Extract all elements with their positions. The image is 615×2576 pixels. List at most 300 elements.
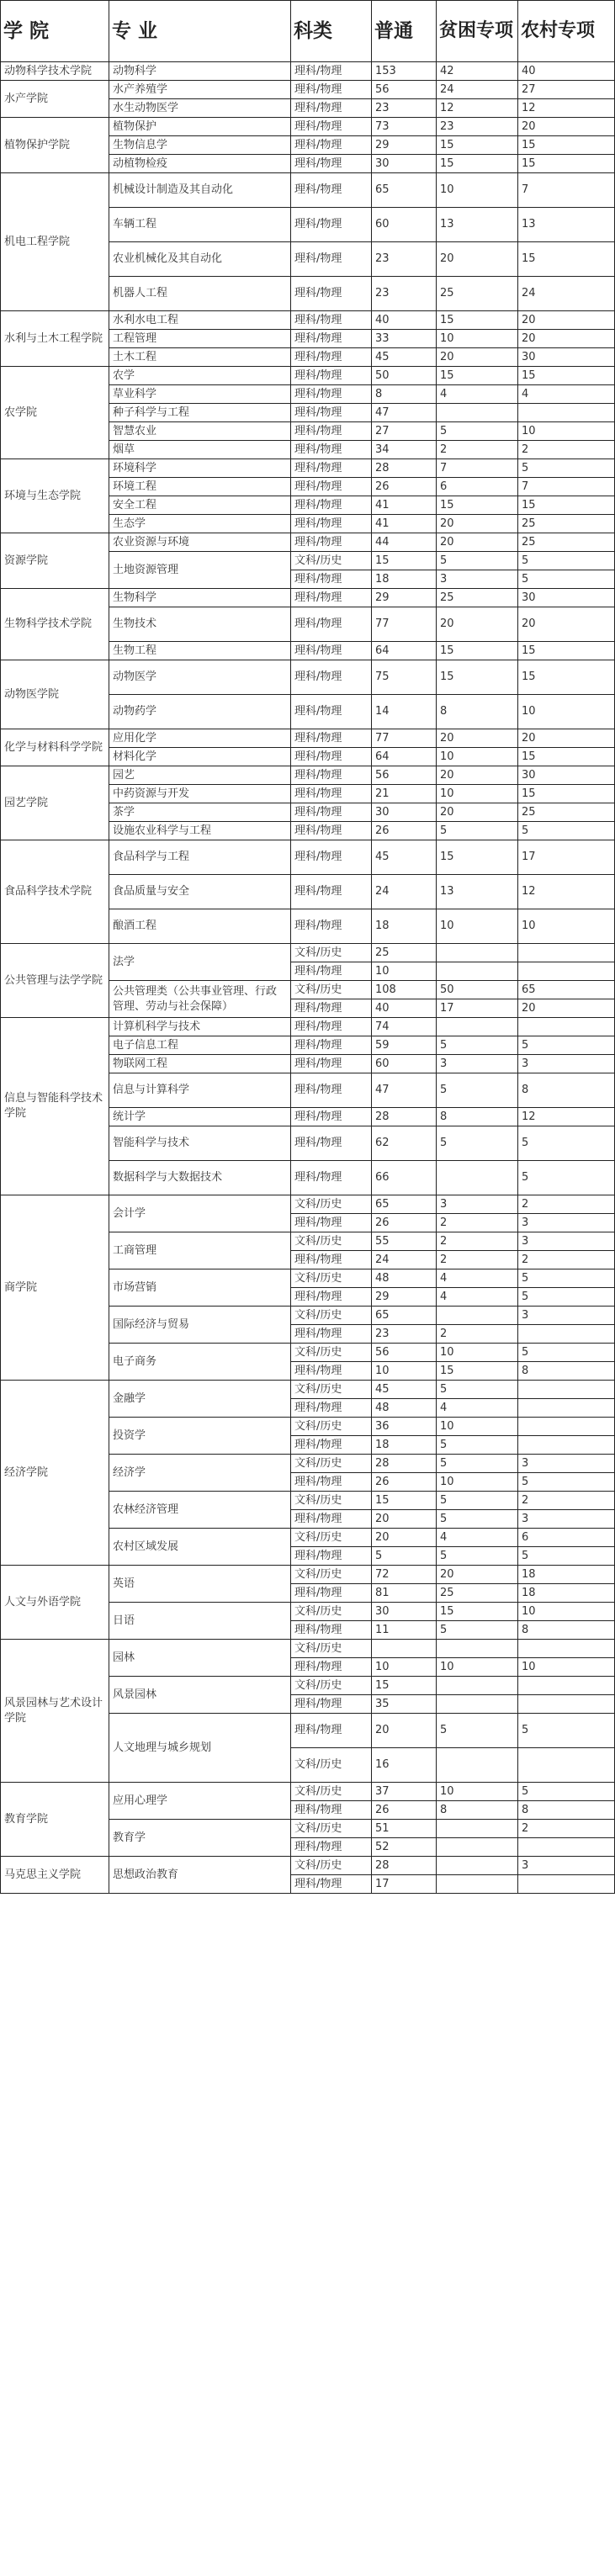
rural-count-cell: 40 [518, 62, 615, 81]
regular-count-cell: 66 [372, 1161, 437, 1195]
poverty-count-cell [437, 1838, 518, 1857]
poverty-count-cell: 10 [437, 1473, 518, 1492]
regular-count-cell: 20 [372, 1714, 437, 1748]
regular-count-cell: 30 [372, 803, 437, 822]
major-name-cell: 生物科学 [109, 589, 291, 607]
category-cell: 理科/物理 [291, 570, 372, 589]
major-name-cell: 人文地理与城乡规划 [109, 1714, 291, 1783]
rural-count-cell: 15 [518, 748, 615, 766]
regular-count-cell: 51 [372, 1820, 437, 1838]
rural-count-cell: 30 [518, 589, 615, 607]
rural-count-cell: 3 [518, 1214, 615, 1232]
poverty-count-cell: 5 [437, 1510, 518, 1529]
regular-count-cell: 47 [372, 404, 437, 422]
category-cell: 理科/物理 [291, 99, 372, 118]
poverty-count-cell [437, 1695, 518, 1714]
rural-count-cell: 10 [518, 1658, 615, 1677]
regular-count-cell: 44 [372, 533, 437, 552]
poverty-count-cell: 5 [437, 1621, 518, 1640]
regular-count-cell: 59 [372, 1036, 437, 1055]
poverty-count-cell: 4 [437, 1269, 518, 1288]
category-cell: 文科/历史 [291, 1677, 372, 1695]
regular-count-cell: 23 [372, 277, 437, 311]
major-name-cell: 市场营销 [109, 1269, 291, 1307]
rural-count-cell: 5 [518, 570, 615, 589]
major-name-cell: 经济学 [109, 1455, 291, 1492]
major-name-cell: 公共管理类（公共事业管理、行政管理、劳动与社会保障） [109, 981, 291, 1018]
poverty-count-cell: 50 [437, 981, 518, 999]
regular-count-cell: 56 [372, 766, 437, 785]
category-cell: 理科/物理 [291, 533, 372, 552]
category-cell: 理科/物理 [291, 422, 372, 441]
category-cell: 理科/物理 [291, 1214, 372, 1232]
poverty-count-cell [437, 404, 518, 422]
poverty-count-cell: 20 [437, 766, 518, 785]
rural-count-cell: 15 [518, 660, 615, 695]
rural-count-cell [518, 1399, 615, 1418]
major-name-cell: 应用化学 [109, 729, 291, 748]
major-name-cell: 水产养殖学 [109, 81, 291, 99]
poverty-count-cell [437, 1677, 518, 1695]
poverty-count-cell [437, 1875, 518, 1894]
category-cell: 理科/物理 [291, 962, 372, 981]
rural-count-cell: 18 [518, 1584, 615, 1603]
college-name-cell: 食品科学技术学院 [0, 840, 109, 944]
category-cell: 理科/物理 [291, 1055, 372, 1073]
regular-count-cell: 15 [372, 552, 437, 570]
major-name-cell: 电子信息工程 [109, 1036, 291, 1055]
major-name-cell: 国际经济与贸易 [109, 1307, 291, 1344]
poverty-count-cell [437, 1307, 518, 1325]
rural-count-cell: 15 [518, 155, 615, 173]
category-cell: 理科/物理 [291, 404, 372, 422]
category-cell: 文科/历史 [291, 1492, 372, 1510]
category-cell: 文科/历史 [291, 1195, 372, 1214]
regular-count-cell: 24 [372, 1251, 437, 1269]
major-name-cell: 智能科学与技术 [109, 1126, 291, 1161]
rural-count-cell: 10 [518, 422, 615, 441]
rural-count-cell: 5 [518, 1783, 615, 1801]
regular-count-cell: 10 [372, 962, 437, 981]
rural-count-cell: 5 [518, 1547, 615, 1566]
college-name-cell: 生物科学技术学院 [0, 589, 109, 660]
rural-count-cell: 12 [518, 99, 615, 118]
poverty-count-cell: 2 [437, 1325, 518, 1344]
regular-count-cell: 62 [372, 1126, 437, 1161]
category-cell: 理科/物理 [291, 311, 372, 330]
regular-count-cell: 26 [372, 822, 437, 840]
rural-count-cell: 25 [518, 803, 615, 822]
rural-count-cell: 4 [518, 385, 615, 404]
poverty-count-cell: 10 [437, 909, 518, 944]
regular-count-cell: 23 [372, 1325, 437, 1344]
rural-count-cell: 6 [518, 1529, 615, 1547]
regular-count-cell: 47 [372, 1073, 437, 1108]
college-name-cell: 环境与生态学院 [0, 459, 109, 533]
category-cell: 理科/物理 [291, 242, 372, 277]
category-cell: 文科/历史 [291, 1307, 372, 1325]
category-cell: 理科/物理 [291, 909, 372, 944]
regular-count-cell: 60 [372, 208, 437, 242]
rural-count-cell: 20 [518, 607, 615, 642]
major-name-cell: 食品质量与安全 [109, 875, 291, 909]
rural-count-cell: 8 [518, 1362, 615, 1381]
poverty-count-cell: 5 [437, 1036, 518, 1055]
major-name-cell: 动物药学 [109, 695, 291, 729]
rural-count-cell: 5 [518, 459, 615, 478]
category-cell: 理科/物理 [291, 1838, 372, 1857]
major-name-cell: 材料化学 [109, 748, 291, 766]
rural-count-cell: 5 [518, 552, 615, 570]
major-name-cell: 英语 [109, 1566, 291, 1603]
college-name-cell: 商学院 [0, 1195, 109, 1381]
poverty-count-cell [437, 1018, 518, 1036]
poverty-count-cell: 15 [437, 367, 518, 385]
rural-count-cell: 10 [518, 909, 615, 944]
major-name-cell: 农林经济管理 [109, 1492, 291, 1529]
poverty-count-cell: 2 [437, 1214, 518, 1232]
header-major: 专 业 [109, 0, 291, 62]
category-cell: 理科/物理 [291, 1399, 372, 1418]
regular-count-cell: 56 [372, 1344, 437, 1362]
college-name-cell: 资源学院 [0, 533, 109, 589]
major-name-cell: 生态学 [109, 515, 291, 533]
major-name-cell: 水利水电工程 [109, 311, 291, 330]
poverty-count-cell: 15 [437, 840, 518, 875]
poverty-count-cell: 8 [437, 1108, 518, 1126]
rural-count-cell: 20 [518, 729, 615, 748]
rural-count-cell: 24 [518, 277, 615, 311]
regular-count-cell: 28 [372, 459, 437, 478]
category-cell: 理科/物理 [291, 155, 372, 173]
category-cell: 理科/物理 [291, 1584, 372, 1603]
major-name-cell: 种子科学与工程 [109, 404, 291, 422]
major-name-cell: 信息与计算科学 [109, 1073, 291, 1108]
poverty-count-cell: 23 [437, 118, 518, 136]
major-name-cell: 动物医学 [109, 660, 291, 695]
major-name-cell: 工程管理 [109, 330, 291, 348]
college-name-cell: 园艺学院 [0, 766, 109, 840]
category-cell: 理科/物理 [291, 515, 372, 533]
category-cell: 理科/物理 [291, 803, 372, 822]
category-cell: 文科/历史 [291, 1455, 372, 1473]
major-name-cell: 土地资源管理 [109, 552, 291, 589]
major-name-cell: 投资学 [109, 1418, 291, 1455]
poverty-count-cell: 15 [437, 660, 518, 695]
poverty-count-cell [437, 962, 518, 981]
major-name-cell: 食品科学与工程 [109, 840, 291, 875]
rural-count-cell: 8 [518, 1621, 615, 1640]
poverty-count-cell: 13 [437, 208, 518, 242]
regular-count-cell: 153 [372, 62, 437, 81]
rural-count-cell: 2 [518, 1492, 615, 1510]
header-college: 学 院 [0, 0, 109, 62]
regular-count-cell: 18 [372, 909, 437, 944]
category-cell: 理科/物理 [291, 1510, 372, 1529]
rural-count-cell: 12 [518, 875, 615, 909]
regular-count-cell: 30 [372, 155, 437, 173]
category-cell: 理科/物理 [291, 1714, 372, 1748]
rural-count-cell: 20 [518, 999, 615, 1018]
category-cell: 理科/物理 [291, 277, 372, 311]
poverty-count-cell: 10 [437, 1344, 518, 1362]
poverty-count-cell: 3 [437, 1195, 518, 1214]
college-name-cell: 动物科学技术学院 [0, 62, 109, 81]
poverty-count-cell: 20 [437, 533, 518, 552]
poverty-count-cell: 20 [437, 1566, 518, 1584]
regular-count-cell: 108 [372, 981, 437, 999]
rural-count-cell: 7 [518, 478, 615, 496]
poverty-count-cell: 20 [437, 348, 518, 367]
poverty-count-cell: 2 [437, 1232, 518, 1251]
college-name-cell: 机电工程学院 [0, 173, 109, 311]
regular-count-cell: 74 [372, 1018, 437, 1036]
major-name-cell: 植物保护 [109, 118, 291, 136]
college-name-cell: 植物保护学院 [0, 118, 109, 173]
category-cell: 理科/物理 [291, 1018, 372, 1036]
category-cell: 理科/物理 [291, 748, 372, 766]
regular-count-cell: 20 [372, 1510, 437, 1529]
category-cell: 文科/历史 [291, 1566, 372, 1584]
poverty-count-cell: 10 [437, 1783, 518, 1801]
category-cell: 理科/物理 [291, 1362, 372, 1381]
poverty-count-cell: 17 [437, 999, 518, 1018]
regular-count-cell: 25 [372, 944, 437, 962]
category-cell: 理科/物理 [291, 330, 372, 348]
rural-count-cell: 30 [518, 348, 615, 367]
regular-count-cell: 50 [372, 367, 437, 385]
category-cell: 理科/物理 [291, 1547, 372, 1566]
category-cell: 理科/物理 [291, 729, 372, 748]
regular-count-cell: 45 [372, 348, 437, 367]
major-name-cell: 环境工程 [109, 478, 291, 496]
poverty-count-cell: 20 [437, 803, 518, 822]
regular-count-cell: 33 [372, 330, 437, 348]
poverty-count-cell: 25 [437, 1584, 518, 1603]
category-cell: 理科/物理 [291, 1621, 372, 1640]
rural-count-cell: 2 [518, 441, 615, 459]
regular-count-cell: 35 [372, 1695, 437, 1714]
college-name-cell: 动物医学院 [0, 660, 109, 729]
regular-count-cell: 23 [372, 99, 437, 118]
rural-count-cell: 5 [518, 1714, 615, 1748]
poverty-count-cell: 15 [437, 311, 518, 330]
poverty-count-cell: 24 [437, 81, 518, 99]
poverty-count-cell: 20 [437, 242, 518, 277]
poverty-count-cell: 2 [437, 441, 518, 459]
poverty-count-cell: 13 [437, 875, 518, 909]
category-cell: 文科/历史 [291, 1232, 372, 1251]
regular-count-cell: 14 [372, 695, 437, 729]
rural-count-cell: 25 [518, 515, 615, 533]
regular-count-cell: 15 [372, 1492, 437, 1510]
rural-count-cell: 5 [518, 1036, 615, 1055]
rural-count-cell [518, 1418, 615, 1436]
poverty-count-cell: 10 [437, 330, 518, 348]
category-cell: 理科/物理 [291, 496, 372, 515]
rural-count-cell: 15 [518, 496, 615, 515]
rural-count-cell: 15 [518, 136, 615, 155]
poverty-count-cell: 5 [437, 552, 518, 570]
poverty-count-cell: 25 [437, 589, 518, 607]
major-name-cell: 日语 [109, 1603, 291, 1640]
rural-count-cell: 20 [518, 311, 615, 330]
poverty-count-cell: 10 [437, 748, 518, 766]
major-name-cell: 会计学 [109, 1195, 291, 1232]
category-cell: 文科/历史 [291, 1529, 372, 1547]
rural-count-cell: 7 [518, 173, 615, 208]
category-cell: 理科/物理 [291, 62, 372, 81]
major-name-cell: 农业资源与环境 [109, 533, 291, 552]
major-name-cell: 电子商务 [109, 1344, 291, 1381]
poverty-count-cell: 5 [437, 1126, 518, 1161]
header-poverty: 贫困专项 [437, 0, 518, 62]
category-cell: 文科/历史 [291, 981, 372, 999]
rural-count-cell: 5 [518, 1288, 615, 1307]
poverty-count-cell: 2 [437, 1251, 518, 1269]
poverty-count-cell: 5 [437, 1073, 518, 1108]
rural-count-cell: 5 [518, 1269, 615, 1288]
regular-count-cell: 41 [372, 496, 437, 515]
major-name-cell: 计算机科学与技术 [109, 1018, 291, 1036]
rural-count-cell [518, 944, 615, 962]
regular-count-cell: 28 [372, 1108, 437, 1126]
college-name-cell: 教育学院 [0, 1783, 109, 1857]
rural-count-cell [518, 1436, 615, 1455]
category-cell: 理科/物理 [291, 1036, 372, 1055]
poverty-count-cell: 5 [437, 822, 518, 840]
category-cell: 理科/物理 [291, 875, 372, 909]
college-name-cell: 人文与外语学院 [0, 1566, 109, 1640]
category-cell: 理科/物理 [291, 208, 372, 242]
major-name-cell: 生物工程 [109, 642, 291, 660]
regular-count-cell: 36 [372, 1418, 437, 1436]
poverty-count-cell: 6 [437, 478, 518, 496]
rural-count-cell: 15 [518, 785, 615, 803]
poverty-count-cell: 15 [437, 155, 518, 173]
poverty-count-cell: 42 [437, 62, 518, 81]
poverty-count-cell: 20 [437, 729, 518, 748]
header-category: 科类 [291, 0, 372, 62]
category-cell: 理科/物理 [291, 136, 372, 155]
poverty-count-cell [437, 1640, 518, 1658]
rural-count-cell [518, 1695, 615, 1714]
rural-count-cell: 10 [518, 1603, 615, 1621]
poverty-count-cell [437, 1857, 518, 1875]
rural-count-cell [518, 1381, 615, 1399]
regular-count-cell: 55 [372, 1232, 437, 1251]
rural-count-cell: 25 [518, 533, 615, 552]
regular-count-cell: 26 [372, 1801, 437, 1820]
regular-count-cell: 26 [372, 1473, 437, 1492]
category-cell: 文科/历史 [291, 1748, 372, 1783]
rural-count-cell: 3 [518, 1307, 615, 1325]
rural-count-cell [518, 1677, 615, 1695]
rural-count-cell: 3 [518, 1055, 615, 1073]
category-cell: 文科/历史 [291, 944, 372, 962]
rural-count-cell: 27 [518, 81, 615, 99]
category-cell: 理科/物理 [291, 1436, 372, 1455]
major-name-cell: 车辆工程 [109, 208, 291, 242]
regular-count-cell: 65 [372, 1307, 437, 1325]
regular-count-cell: 18 [372, 570, 437, 589]
rural-count-cell: 5 [518, 822, 615, 840]
rural-count-cell: 5 [518, 1161, 615, 1195]
college-name-cell: 水产学院 [0, 81, 109, 118]
category-cell: 理科/物理 [291, 478, 372, 496]
category-cell: 理科/物理 [291, 1801, 372, 1820]
major-name-cell: 机械设计制造及其自动化 [109, 173, 291, 208]
poverty-count-cell [437, 1748, 518, 1783]
rural-count-cell: 12 [518, 1108, 615, 1126]
rural-count-cell [518, 1018, 615, 1036]
major-name-cell: 统计学 [109, 1108, 291, 1126]
rural-count-cell: 3 [518, 1455, 615, 1473]
poverty-count-cell: 8 [437, 695, 518, 729]
poverty-count-cell: 20 [437, 607, 518, 642]
major-name-cell: 园林 [109, 1640, 291, 1677]
poverty-count-cell: 10 [437, 785, 518, 803]
regular-count-cell: 64 [372, 748, 437, 766]
major-name-cell: 农村区域发展 [109, 1529, 291, 1566]
category-cell: 理科/物理 [291, 1073, 372, 1108]
regular-count-cell: 28 [372, 1857, 437, 1875]
poverty-count-cell [437, 944, 518, 962]
major-name-cell: 思想政治教育 [109, 1857, 291, 1894]
major-name-cell: 动植物检疫 [109, 155, 291, 173]
regular-count-cell: 45 [372, 1381, 437, 1399]
category-cell: 文科/历史 [291, 1603, 372, 1621]
category-cell: 理科/物理 [291, 1658, 372, 1677]
regular-count-cell: 40 [372, 311, 437, 330]
regular-count-cell: 40 [372, 999, 437, 1018]
major-name-cell: 数据科学与大数据技术 [109, 1161, 291, 1195]
category-cell: 理科/物理 [291, 81, 372, 99]
regular-count-cell: 28 [372, 1455, 437, 1473]
poverty-count-cell [437, 1820, 518, 1838]
major-name-cell: 机器人工程 [109, 277, 291, 311]
poverty-count-cell: 15 [437, 642, 518, 660]
category-cell: 文科/历史 [291, 1418, 372, 1436]
rural-count-cell: 2 [518, 1251, 615, 1269]
rural-count-cell: 2 [518, 1195, 615, 1214]
regular-count-cell: 34 [372, 441, 437, 459]
college-name-cell: 信息与智能科学技术学院 [0, 1018, 109, 1195]
major-name-cell: 酿酒工程 [109, 909, 291, 944]
regular-count-cell: 60 [372, 1055, 437, 1073]
rural-count-cell: 5 [518, 1473, 615, 1492]
rural-count-cell: 5 [518, 1344, 615, 1362]
poverty-count-cell: 3 [437, 1055, 518, 1073]
major-name-cell: 法学 [109, 944, 291, 981]
category-cell: 文科/历史 [291, 1269, 372, 1288]
rural-count-cell [518, 1748, 615, 1783]
poverty-count-cell: 4 [437, 1288, 518, 1307]
rural-count-cell: 2 [518, 1820, 615, 1838]
major-name-cell: 环境科学 [109, 459, 291, 478]
poverty-count-cell: 10 [437, 1418, 518, 1436]
regular-count-cell [372, 1640, 437, 1658]
major-name-cell: 茶学 [109, 803, 291, 822]
college-name-cell: 马克思主义学院 [0, 1857, 109, 1894]
regular-count-cell: 81 [372, 1584, 437, 1603]
poverty-count-cell: 5 [437, 1455, 518, 1473]
major-name-cell: 智慧农业 [109, 422, 291, 441]
major-name-cell: 土木工程 [109, 348, 291, 367]
regular-count-cell: 75 [372, 660, 437, 695]
regular-count-cell: 26 [372, 1214, 437, 1232]
rural-count-cell: 20 [518, 330, 615, 348]
